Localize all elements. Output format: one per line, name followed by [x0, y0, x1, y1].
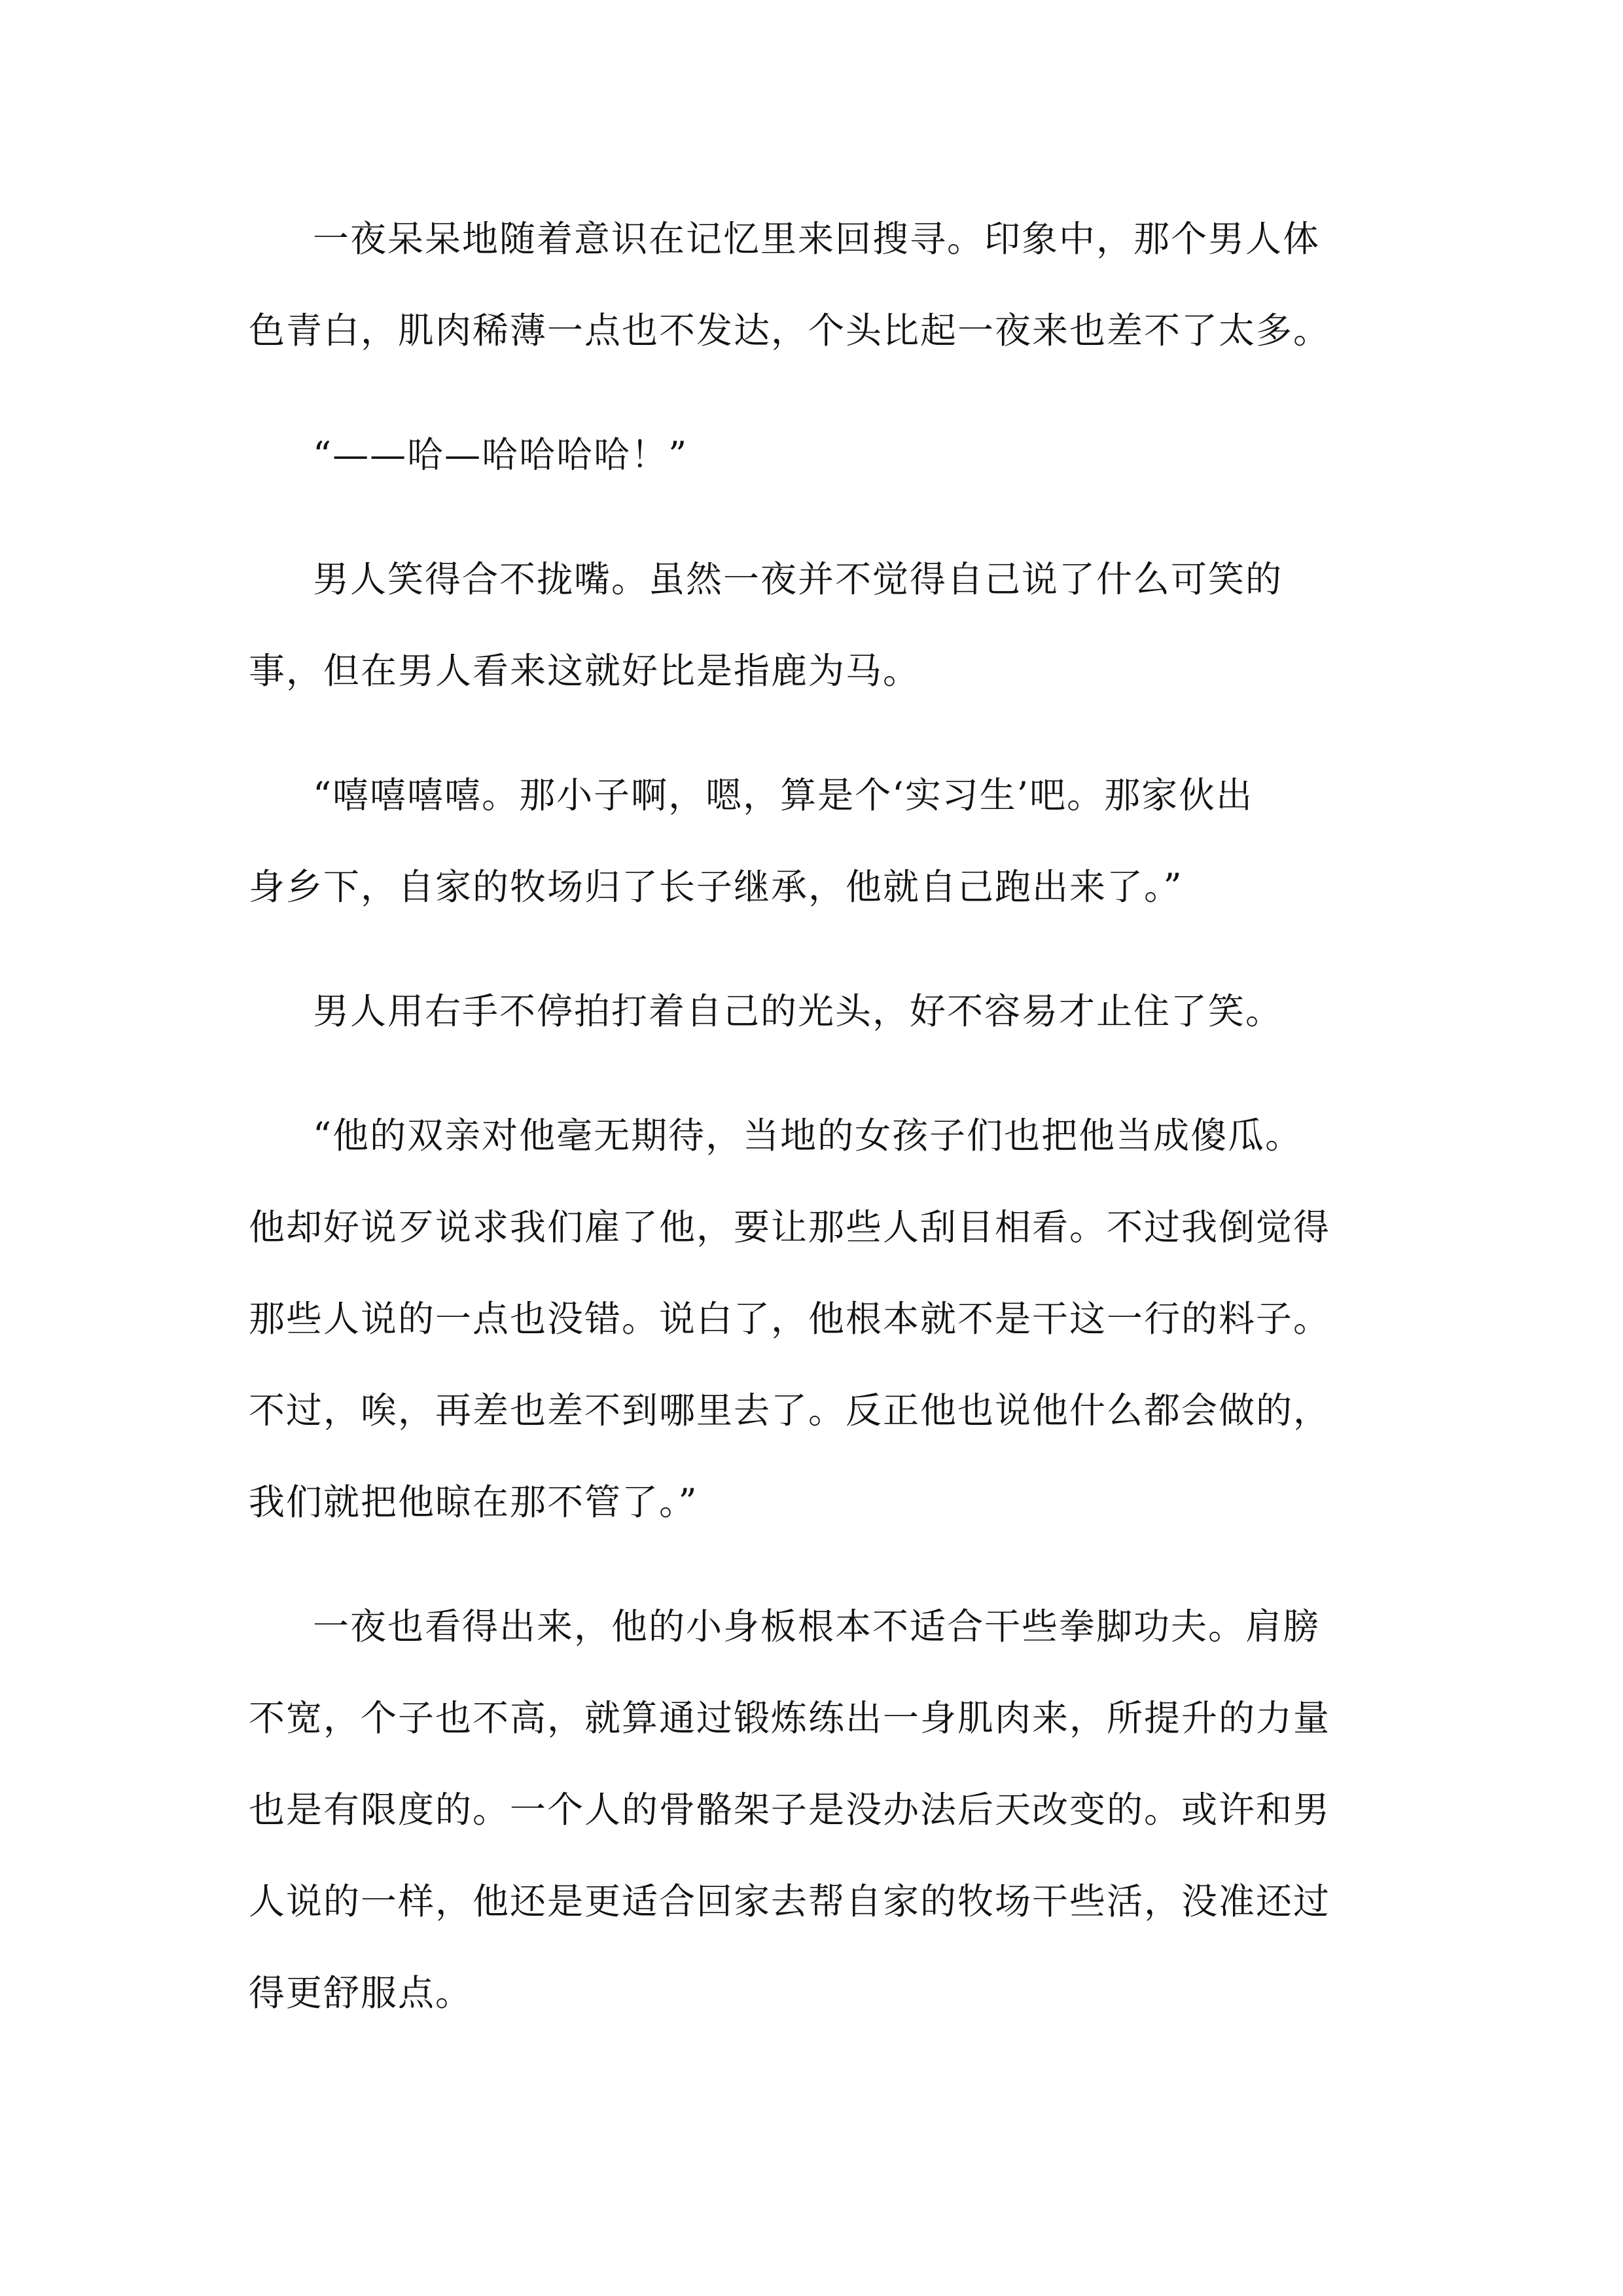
- paragraph-1-line-1: 一夜呆呆地随着意识在记忆里来回搜寻。印象中，那个男人体: [313, 218, 1321, 260]
- paragraph-7-line-3: 也是有限度的。一个人的骨骼架子是没办法后天改变的。或许和男: [249, 1789, 1331, 1831]
- paragraph-5-line-1: 男人用右手不停拍打着自己的光头，好不容易才止住了笑。: [313, 990, 1283, 1032]
- paragraph-7-line-1: 一夜也看得出来，他的小身板根本不适合干些拳脚功夫。肩膀: [313, 1605, 1321, 1647]
- paragraph-6-line-1: “他的双亲对他毫无期待，当地的女孩子们也把他当成傻瓜。: [313, 1115, 1303, 1157]
- paragraph-6-line-2: 他却好说歹说求我们雇了他，要让那些人刮目相看。不过我倒觉得: [249, 1206, 1331, 1248]
- paragraph-7-line-2: 不宽，个子也不高，就算通过锻炼练出一身肌肉来，所提升的力量: [249, 1697, 1331, 1739]
- paragraph-1-line-2: 色青白，肌肉稀薄一点也不发达，个头比起一夜来也差不了太多。: [249, 310, 1331, 351]
- paragraph-3-line-1: 男人笑得合不拢嘴。虽然一夜并不觉得自己说了什么可笑的: [313, 558, 1283, 600]
- paragraph-4-line-2: 身乡下，自家的牧场归了长子继承，他就自己跑出来了。”: [249, 866, 1183, 908]
- paragraph-4-line-1: “嘻嘻嘻嘻。那小子啊，嗯，算是个‘实习生’吧。那家伙出: [313, 774, 1254, 816]
- paragraph-6-line-5: 我们就把他晾在那不管了。”: [249, 1481, 698, 1523]
- paragraph-6-line-3: 那些人说的一点也没错。说白了，他根本就不是干这一行的料子。: [249, 1298, 1331, 1340]
- paragraph-2-line-1: “——哈—哈哈哈哈！”: [313, 434, 688, 476]
- paragraph-7-line-5: 得更舒服点。: [249, 1972, 473, 2014]
- paragraph-7-line-4: 人说的一样，他还是更适合回家去帮自家的牧场干些活，没准还过: [249, 1880, 1331, 1922]
- paragraph-6-line-4: 不过，唉，再差也差不到哪里去了。反正他也说他什么都会做的，: [249, 1390, 1331, 1431]
- paragraph-3-line-2: 事，但在男人看来这就好比是指鹿为马。: [249, 650, 921, 692]
